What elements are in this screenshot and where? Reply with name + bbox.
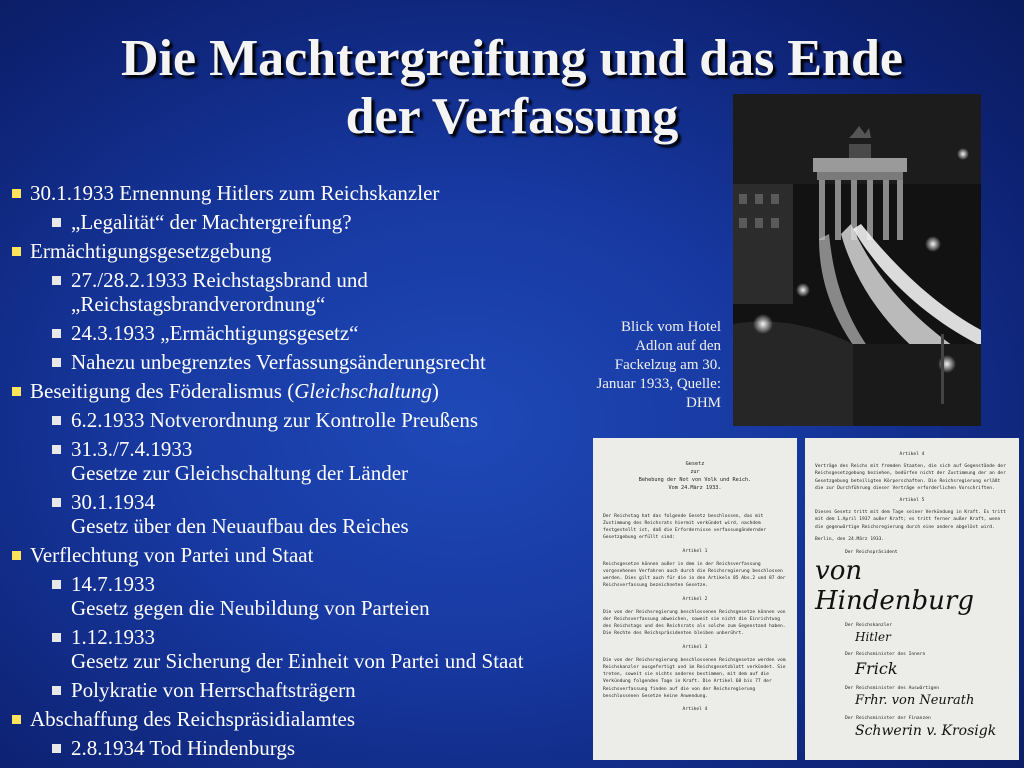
bullet-text: 2.8.1934 Tod Hindenburgs <box>71 736 296 760</box>
sub-bullet-item <box>8 437 598 485</box>
sub-bullet-item <box>8 625 598 673</box>
sub-bullet-item <box>8 408 598 432</box>
bullet-text: „Reichstagsbrandverordnung“ <box>71 292 326 316</box>
photo-caption: Blick vom Hotel Adlon auf den Fackelzug am 30. Januar 1933, Quelle: DHM <box>596 319 721 411</box>
bullet-text: Gesetz gegen die Neubildung von Parteien <box>71 596 430 620</box>
slide-title-line-1: Die Machtergreifung und das Ende <box>121 30 903 87</box>
square-bullet-icon <box>12 387 21 396</box>
brandenburg-gate-photo <box>733 94 981 426</box>
bullet-text: 6.2.1933 Notverordnung zur Kontrolle Preußens <box>71 408 479 432</box>
doc-heading-line: Gesetz <box>685 461 705 468</box>
handwritten-signature: Frhr. von Neurath <box>855 692 975 708</box>
doc-paragraph: Verträge des Reichs mit fremden Staaten, die sich auf Gegenstände der Reichsgesetzgebung beziehen, bedürfen nicht der Zustimmung der an der Gesetzgebung beteiligten Körperschaften. Die Reichsregierung erläßt die zur Durchführung dieser Verträge erforderlichen Vorschriften. <box>815 464 1009 491</box>
sub-bullet-item <box>8 572 598 620</box>
doc-paragraph: Artikel 5 <box>899 498 925 504</box>
bullet-text: „Legalität“ der Machtergreifung? <box>71 210 352 234</box>
doc-paragraph: Dieses Gesetz tritt mit dem Tage seiner Verkündung in Kraft. Es tritt mit dem 1.April 1937 außer Kraft; es tritt ferner außer Kraft, wenn die gegenwärtige Reichsregierung durch eine andere abgelöst wird. <box>815 510 1009 530</box>
bullet-text: 30.1.1933 Ernennung Hitlers zum Reichskanzler <box>30 181 440 205</box>
doc-heading-line: zur <box>690 469 700 476</box>
square-bullet-icon <box>52 445 61 454</box>
bullet-text: 27./28.2.1933 Reichstagsbrand und <box>71 268 368 292</box>
doc-paragraph: Artikel 2 <box>682 596 708 602</box>
bullet-item <box>8 543 598 567</box>
slide-title-line-2: der Verfassung <box>345 88 679 145</box>
square-bullet-icon <box>52 329 61 338</box>
sub-bullet-item <box>8 678 598 702</box>
square-bullet-icon <box>52 358 61 367</box>
bullet-text: Verflechtung von Partei und Staat <box>30 543 314 567</box>
doc-heading-line: Behebung der Not von Volk und Reich. <box>638 477 752 484</box>
square-bullet-icon <box>52 416 61 425</box>
bullet-text: Beseitigung des Föderalismus (Gleichschaltung) <box>30 379 439 403</box>
bullet-item <box>8 379 598 403</box>
bullet-list <box>8 176 598 760</box>
signatory-role: Der Reichsminister des Innern <box>845 652 926 658</box>
square-bullet-icon <box>52 276 61 285</box>
doc-paragraph: Artikel 3 <box>682 644 708 650</box>
doc-paragraph: Der Reichstag hat das folgende Gesetz beschlossen, das mit Zustimmung des Reichsrats hiermit verkündet wird, nachdem festgestellt ist, daß die Erfordernisse verfassungändernder Gesetzgebung erfüllt sind: <box>603 513 769 541</box>
square-bullet-icon <box>12 715 21 724</box>
bullet-text: Gesetz über den Neuaufbau des Reiches <box>71 514 409 538</box>
square-bullet-icon <box>52 218 61 227</box>
doc-paragraph: Die von der Reichsregierung beschlossenen Reichsgesetze können von der Reichsverfassung abweichen, soweit sie nicht die Einrichtung des Reichstags und des Reichsrats als solche zum Gegenstand haben. Die Rechte des Reichspräsidenten bleiben unberührt. <box>603 609 789 637</box>
bullet-text: 31.3./7.4.1933 <box>71 437 193 461</box>
law-document-page-1 <box>593 438 797 760</box>
sub-bullet-item <box>8 321 598 345</box>
bullet-text: 1.12.1933 <box>71 625 155 649</box>
law-document-body <box>603 513 787 713</box>
bullet-text: Polykratie von Herrschaftsträgern <box>71 678 356 702</box>
bullet-item <box>8 707 598 731</box>
law-document-body-2 <box>805 438 1019 748</box>
handwritten-signature: Schwerin v. Krosigk <box>855 723 997 740</box>
doc-paragraph: Artikel 4 <box>899 452 925 457</box>
doc-paragraph: Reichsgesetze können außer in dem in der Reichsverfassung vorgesehenen Verfahren auch durch die Reichsregierung beschlossen werden. Dies gilt auch für die in den Artikeln 85 Abs.2 und 87 der Reichsverfassung bezeichneten Gesetze. <box>603 561 789 589</box>
bullet-text: Gesetz zur Sicherung der Einheit von Partei und Staat <box>71 649 524 673</box>
square-bullet-icon <box>12 551 21 560</box>
doc-paragraph: Die von der Reichsregierung beschlossenen Reichsgesetze werden vom Reichskanzler ausgefertigt und im Reichsgesetzblatt verkündet. Sie treten, soweit sie nichts anderes bestimmen, mit dem auf die Verkündung folgenden Tage in Kraft. Die Artikel 68 bis 77 der Reichsverfassung finden auf die von der Reichsregierung beschlossenen Gesetze keine Anwendung. <box>603 657 789 699</box>
signatory-role: Der Reichsminister der Finanzen <box>845 715 931 721</box>
signatory-role: Der Reichsminister des Auswärtigen <box>845 685 940 691</box>
torchlight-parade-image <box>733 94 981 426</box>
bullet-item <box>8 239 598 263</box>
handwritten-signature: von Hindenburg <box>815 556 974 617</box>
doc-paragraph: Berlin, den 24.März 1933. <box>815 536 885 542</box>
square-bullet-icon <box>52 744 61 753</box>
bullet-item <box>8 181 598 205</box>
signatory-role: Der Reichspräsident <box>845 550 898 556</box>
doc-heading-line: Vom 24.März 1933. <box>668 485 722 492</box>
square-bullet-icon <box>12 247 21 256</box>
square-bullet-icon <box>52 686 61 695</box>
bullet-text: Nahezu unbegrenztes Verfassungsänderungsrecht <box>71 350 486 374</box>
bullet-text: Gesetze zur Gleichschaltung der Länder <box>71 461 409 485</box>
handwritten-signature: Frick <box>855 658 898 678</box>
doc-paragraph: Artikel 4 <box>682 707 708 713</box>
doc-paragraph: Artikel 1 <box>682 548 708 554</box>
bullet-text: 30.1.1934 <box>71 490 155 514</box>
square-bullet-icon <box>52 580 61 589</box>
sub-bullet-item <box>8 268 598 316</box>
signatory-role: Der Reichskanzler <box>845 623 893 629</box>
sub-bullet-item <box>8 350 598 374</box>
bullet-text: 24.3.1933 „Ermächtigungsgesetz“ <box>71 321 359 345</box>
law-document-page-2 <box>805 438 1019 760</box>
law-document-heading <box>603 460 787 492</box>
sub-bullet-item <box>8 736 598 760</box>
square-bullet-icon <box>52 633 61 642</box>
square-bullet-icon <box>52 498 61 507</box>
handwritten-signature: Hitler <box>855 630 891 645</box>
bullet-text: 14.7.1933 <box>71 572 155 596</box>
sub-bullet-item <box>8 210 598 234</box>
sub-bullet-item <box>8 490 598 538</box>
square-bullet-icon <box>12 189 21 198</box>
bullet-text: Abschaffung des Reichspräsidialamtes <box>30 707 356 731</box>
bullet-text: Ermächtigungsgesetzgebung <box>30 239 272 263</box>
